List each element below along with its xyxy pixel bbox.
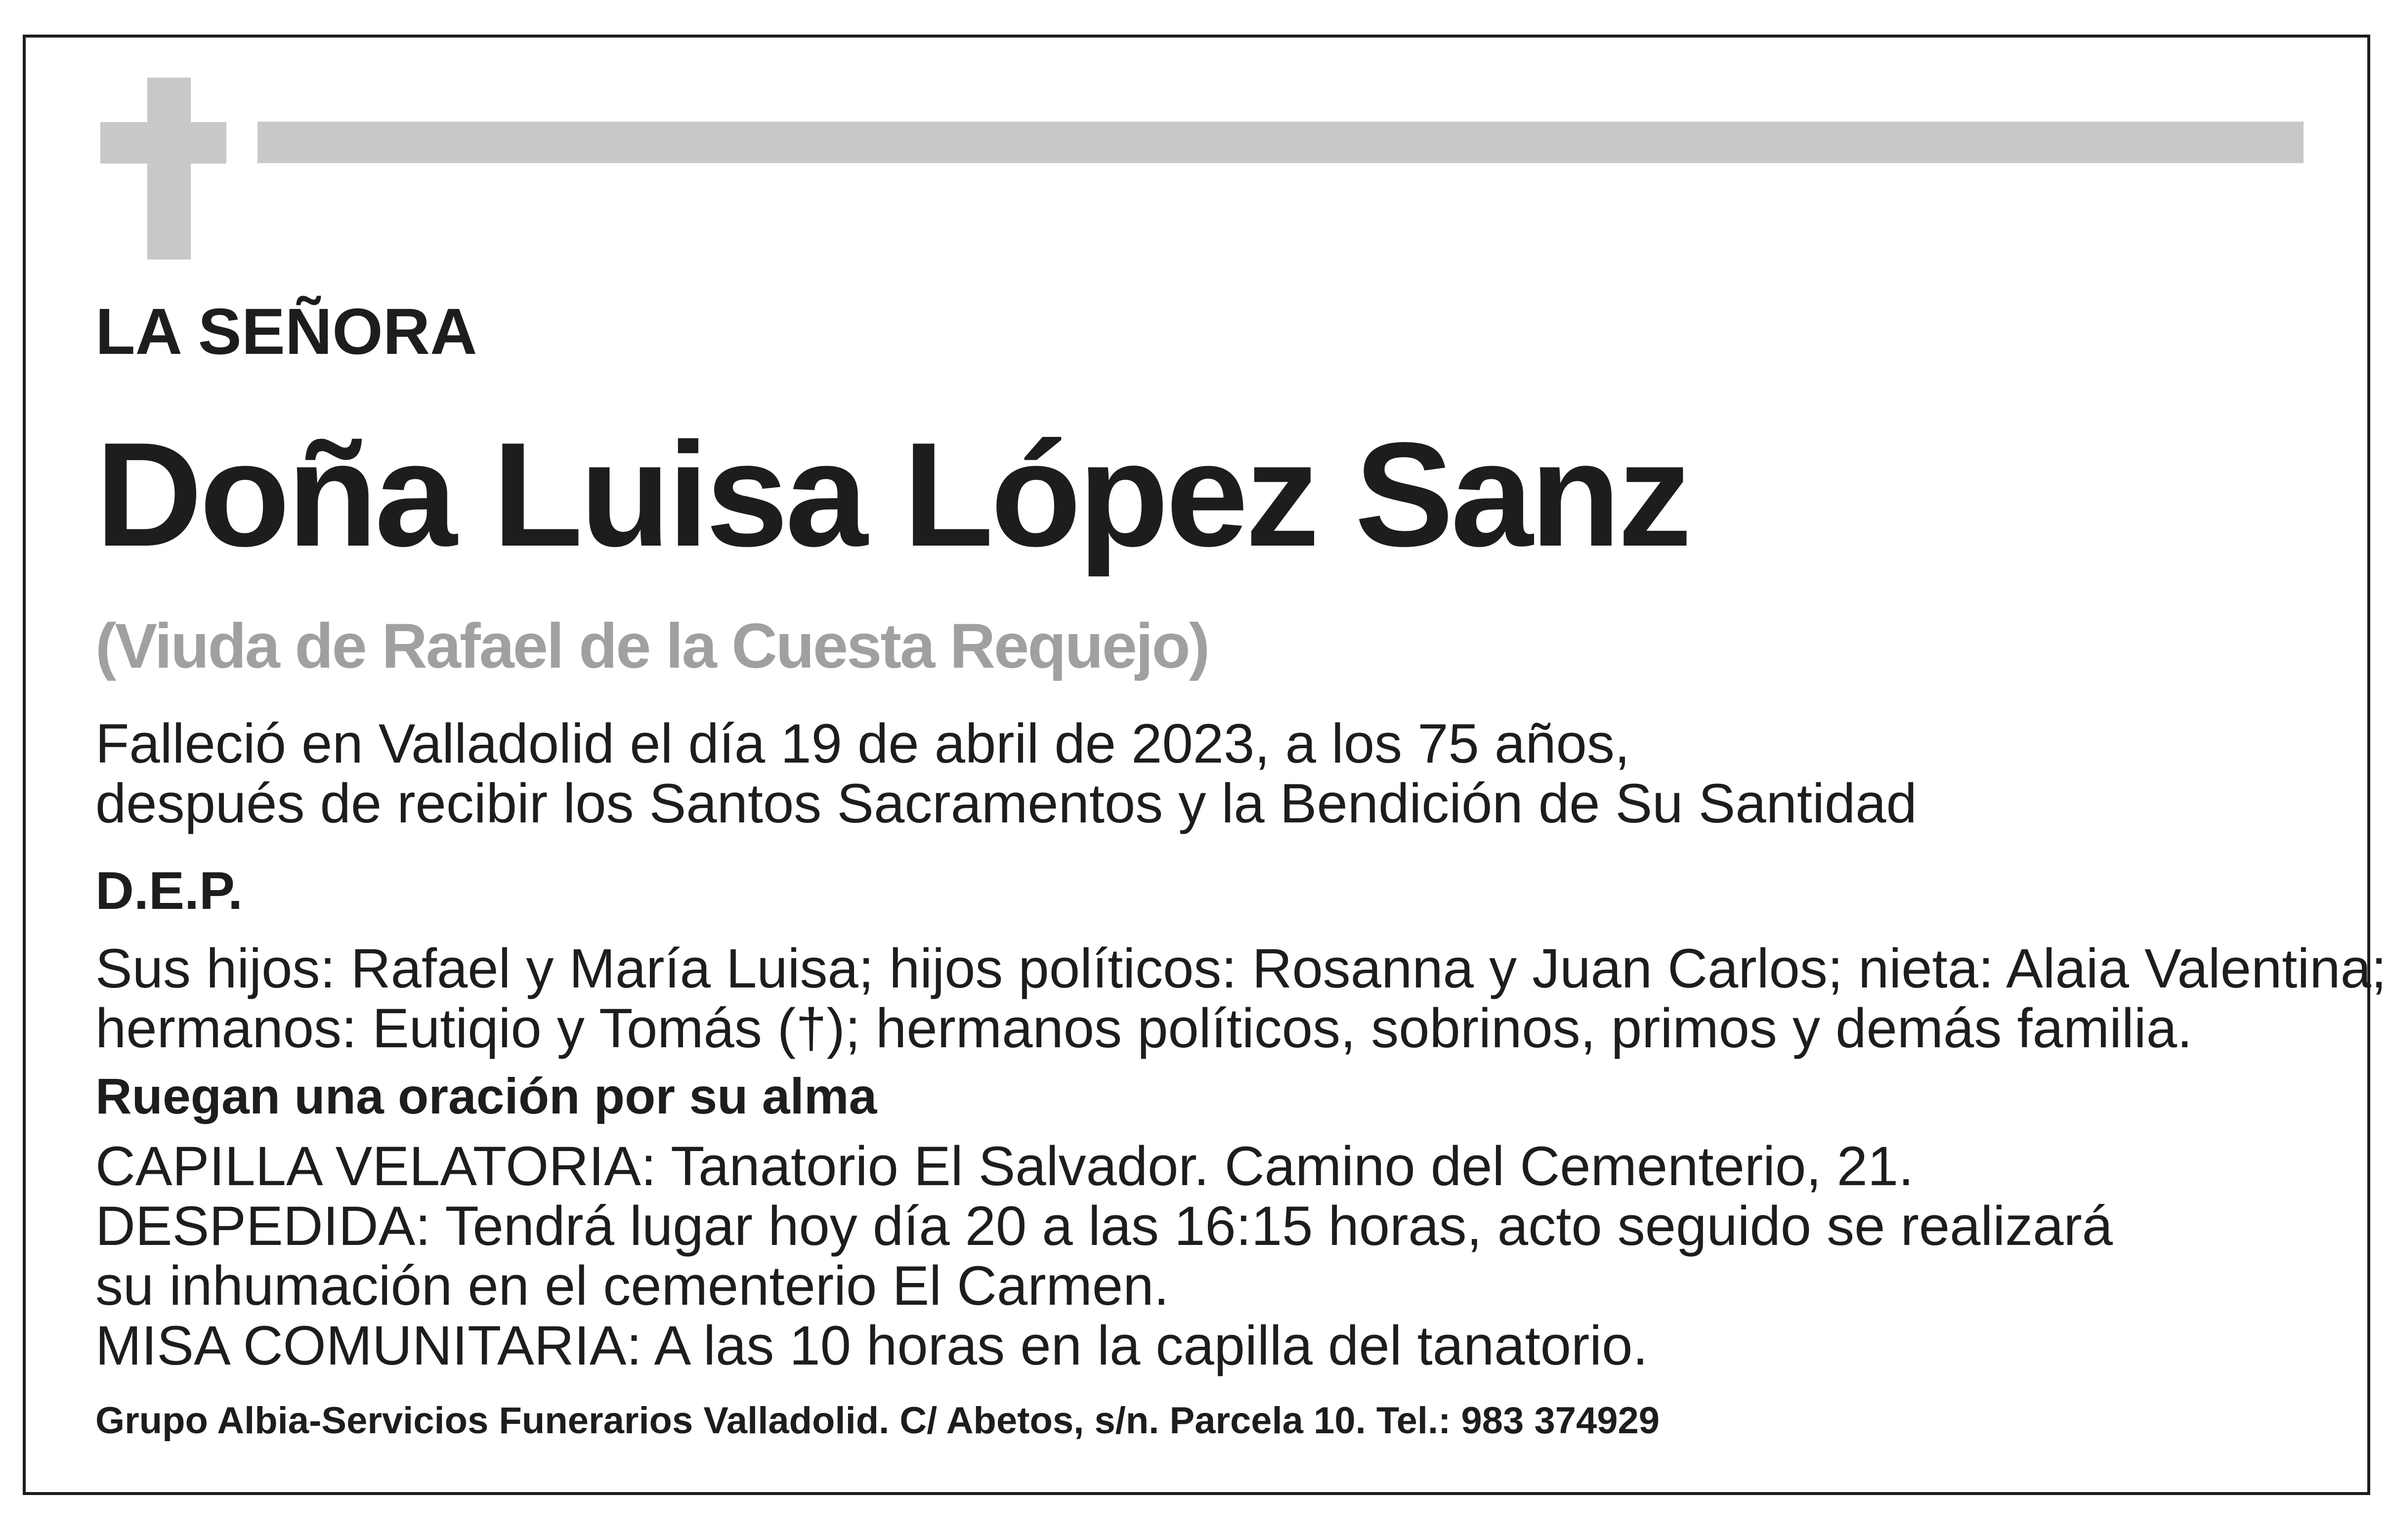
family-line: hermanos: Eutiqio y Tomás (†); hermanos políticos, sobrinos, primos y demás familia.	[95, 997, 2193, 1059]
rest-in-peace: D.E.P.	[95, 860, 243, 920]
death-line: después de recibir los Santos Sacramentos y la Bendición de Su Santidad	[95, 772, 1917, 834]
funeral-home-footer: Grupo Albia-Servicios Funerarios Valladolid. C/ Abetos, s/n. Parcela 10. Tel.: 983 374929	[95, 1400, 1660, 1442]
honorific: LA SEÑORA	[95, 295, 477, 368]
service-line: CAPILLA VELATORIA: Tanatorio El Salvador. Camino del Cementerio, 21.	[95, 1135, 1914, 1197]
service-line: su inhumación en el cementerio El Carmen.	[95, 1255, 1169, 1317]
service-line: MISA COMUNITARIA: A las 10 horas en la capilla del tanatorio.	[95, 1315, 1648, 1376]
family-line: Sus hijos: Rafael y María Luisa; hijos políticos: Rosanna y Juan Carlos; nieta: Alaia Valentina;	[95, 938, 2387, 999]
cross-horizontal-bar	[100, 122, 226, 164]
cross-vertical-bar	[147, 78, 191, 259]
widow-of-subtitle: (Viuda de Rafael de la Cuesta Requejo)	[95, 611, 1209, 682]
prayer-request: Ruegan una oración por su alma	[95, 1068, 877, 1124]
service-line: DESPEDIDA: Tendrá lugar hoy día 20 a las 16:15 horas, acto seguido se realizará	[95, 1195, 2113, 1257]
death-line: Falleció en Valladolid el día 19 de abril de 2023, a los 75 años,	[95, 713, 1630, 774]
header-rule	[257, 122, 2304, 163]
deceased-name: Doña Luisa López Sanz	[95, 411, 1689, 577]
